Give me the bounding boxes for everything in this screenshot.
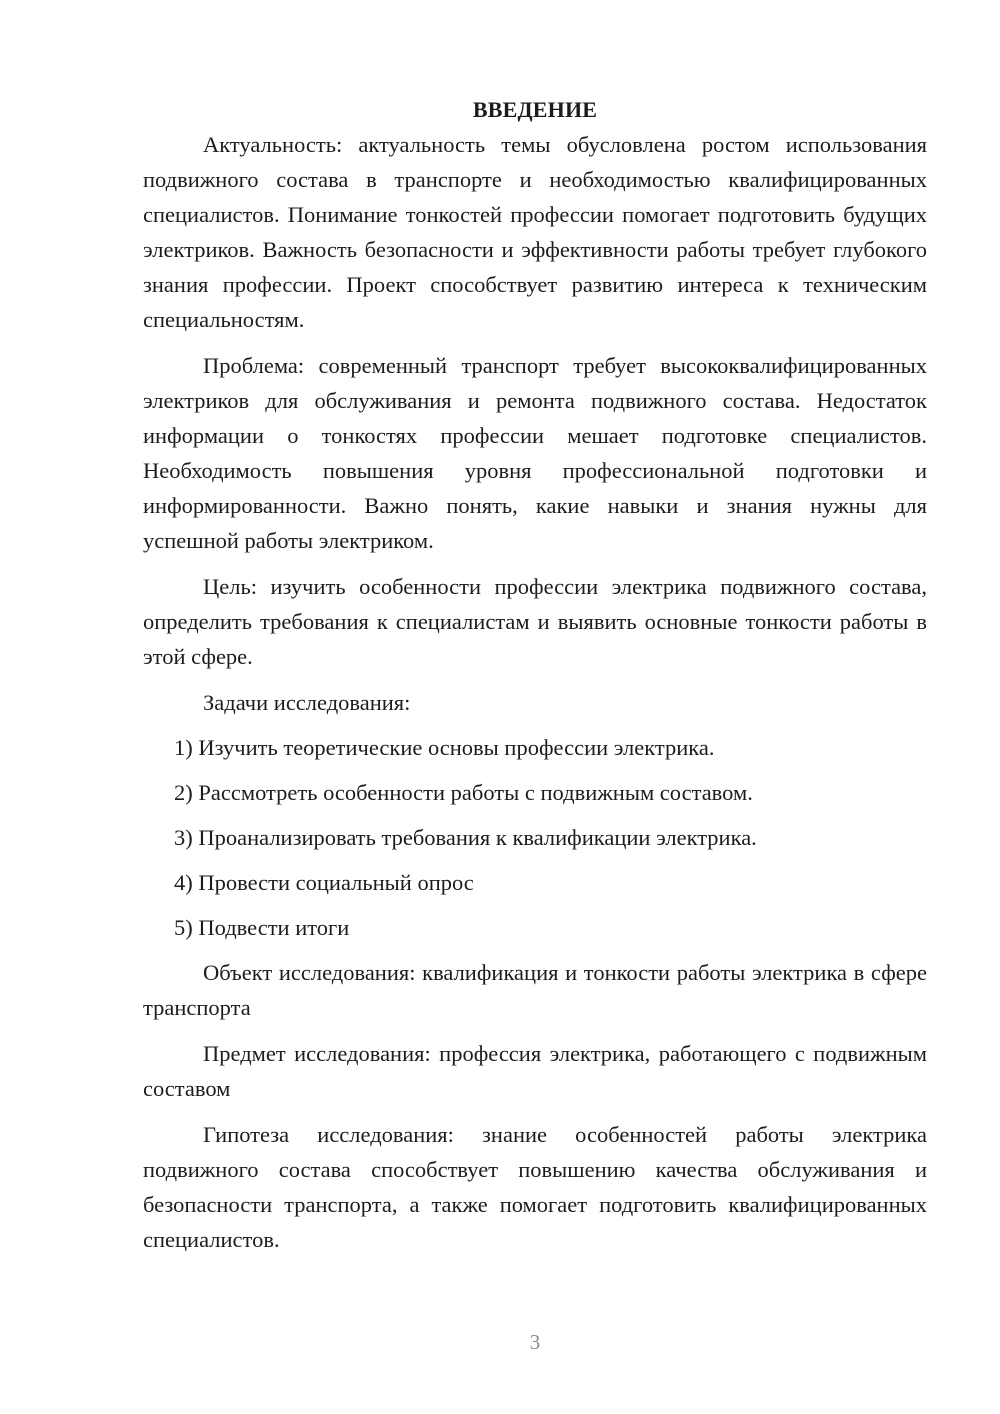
page-number: 3 (529, 1330, 541, 1354)
list-item: 2) Рассмотреть особенности работы с подвижным составом. (174, 780, 753, 805)
list-item: 3) Проанализировать требования к квалификации электрика. (174, 825, 757, 850)
paragraph-subject: Предмет исследования: профессия электрика, работающего с подвижным составом (143, 1041, 927, 1101)
page-title: ВВЕДЕНИЕ (472, 97, 598, 122)
list-item: 5) Подвести итоги (174, 915, 350, 940)
paragraph-relevance: Актуальность: актуальность темы обусловлена ростом использования подвижного состава в транспорте и необходимостью квалифицированных специалистов. Понимание тонкостей профессии помогает подготовить будущих электриков. Важность безопасности и эффективности работы требует глубокого знания профессии. Проект способствует развитию интереса к техническим специальностям. (143, 132, 927, 332)
paragraph-hypothesis: Гипотеза исследования: знание особенностей работы электрика подвижного состава способствует повышению качества обслуживания и безопасности транспорта, а также помогает подготовить квалифицированных специалистов. (143, 1122, 927, 1252)
paragraph-goal: Цель: изучить особенности профессии электрика подвижного состава, определить требования к специалистам и выявить основные тонкости работы в этой сфере. (143, 574, 927, 669)
document-page (143, 92, 927, 1257)
paragraph-problem: Проблема: современный транспорт требует высококвалифицированных электриков для обслуживания и ремонта подвижного состава. Недостаток информации о тонкостях профессии мешает подготовке специалистов. Необходимость повышения уровня профессиональной подготовки и информированности. Важно понять, какие навыки и знания нужны для успешной работы электриком. (143, 353, 927, 553)
tasks-list (143, 730, 927, 945)
tasks-heading: Задачи исследования: (203, 690, 411, 715)
list-item: 4) Провести социальный опрос (174, 870, 474, 895)
paragraph-object: Объект исследования: квалификация и тонкости работы электрика в сфере транспорта (143, 960, 927, 1020)
list-item: 1) Изучить теоретические основы профессии электрика. (174, 735, 715, 760)
